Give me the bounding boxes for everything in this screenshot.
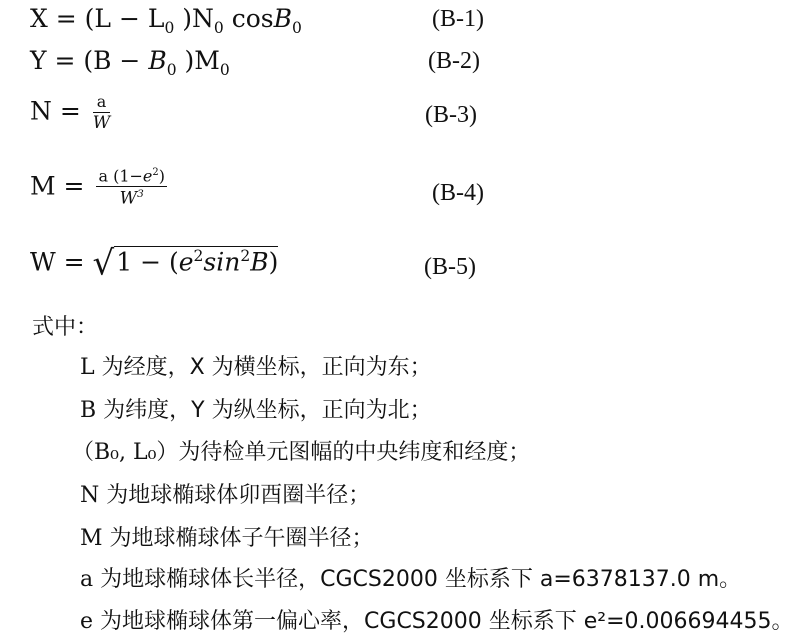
fraction: $\frac{a (1-e^2)}{W^3}$ (98, 166, 165, 209)
definition-a: a 为地球椭球体长半径，CGCS2000 坐标系下 a=6378137.0 m。 (80, 567, 742, 592)
fraction: $\frac{a}{W}$ (92, 92, 111, 133)
equation-b5-number: (B-5) (424, 254, 476, 280)
equation-b1: $X = (L - L_0$ )$N_0$ cosB$_0$ (30, 4, 302, 37)
equation-b4-number: (B-4) (432, 180, 484, 206)
equation-b4: M = $\frac{a (1-e^2)}{W^3}$ (30, 166, 165, 209)
equation-b1-number: (B-1) (432, 6, 484, 32)
definition-n: N 为地球椭球体卯酉圈半径； (80, 483, 371, 508)
equation-b3-number: (B-3) (425, 102, 477, 128)
equation-b3: N = $\frac{a}{W}$ (30, 92, 111, 133)
definition-l: L 为经度，X 为横坐标，正向为东； (80, 355, 432, 380)
equation-b5: $W = √1 - (e^2\sin^2B)$ (30, 243, 279, 284)
where-label: 式中： (32, 315, 99, 340)
definition-b0-l0: （B₀, L₀）为待检单元图幅的中央纬度和经度； (72, 440, 531, 465)
equation-b2: $Y = (B - B_0$ )$M_0$ (30, 46, 230, 79)
definition-b: B 为纬度，Y 为纵坐标，正向为北； (80, 398, 432, 423)
definition-m: M 为地球椭球体子午圈半径； (80, 526, 374, 551)
equation-b2-number: (B-2) (428, 48, 480, 74)
definition-e: e 为地球椭球体第一偏心率，CGCS2000 坐标系下 e²=0.006694455。 (80, 609, 794, 634)
